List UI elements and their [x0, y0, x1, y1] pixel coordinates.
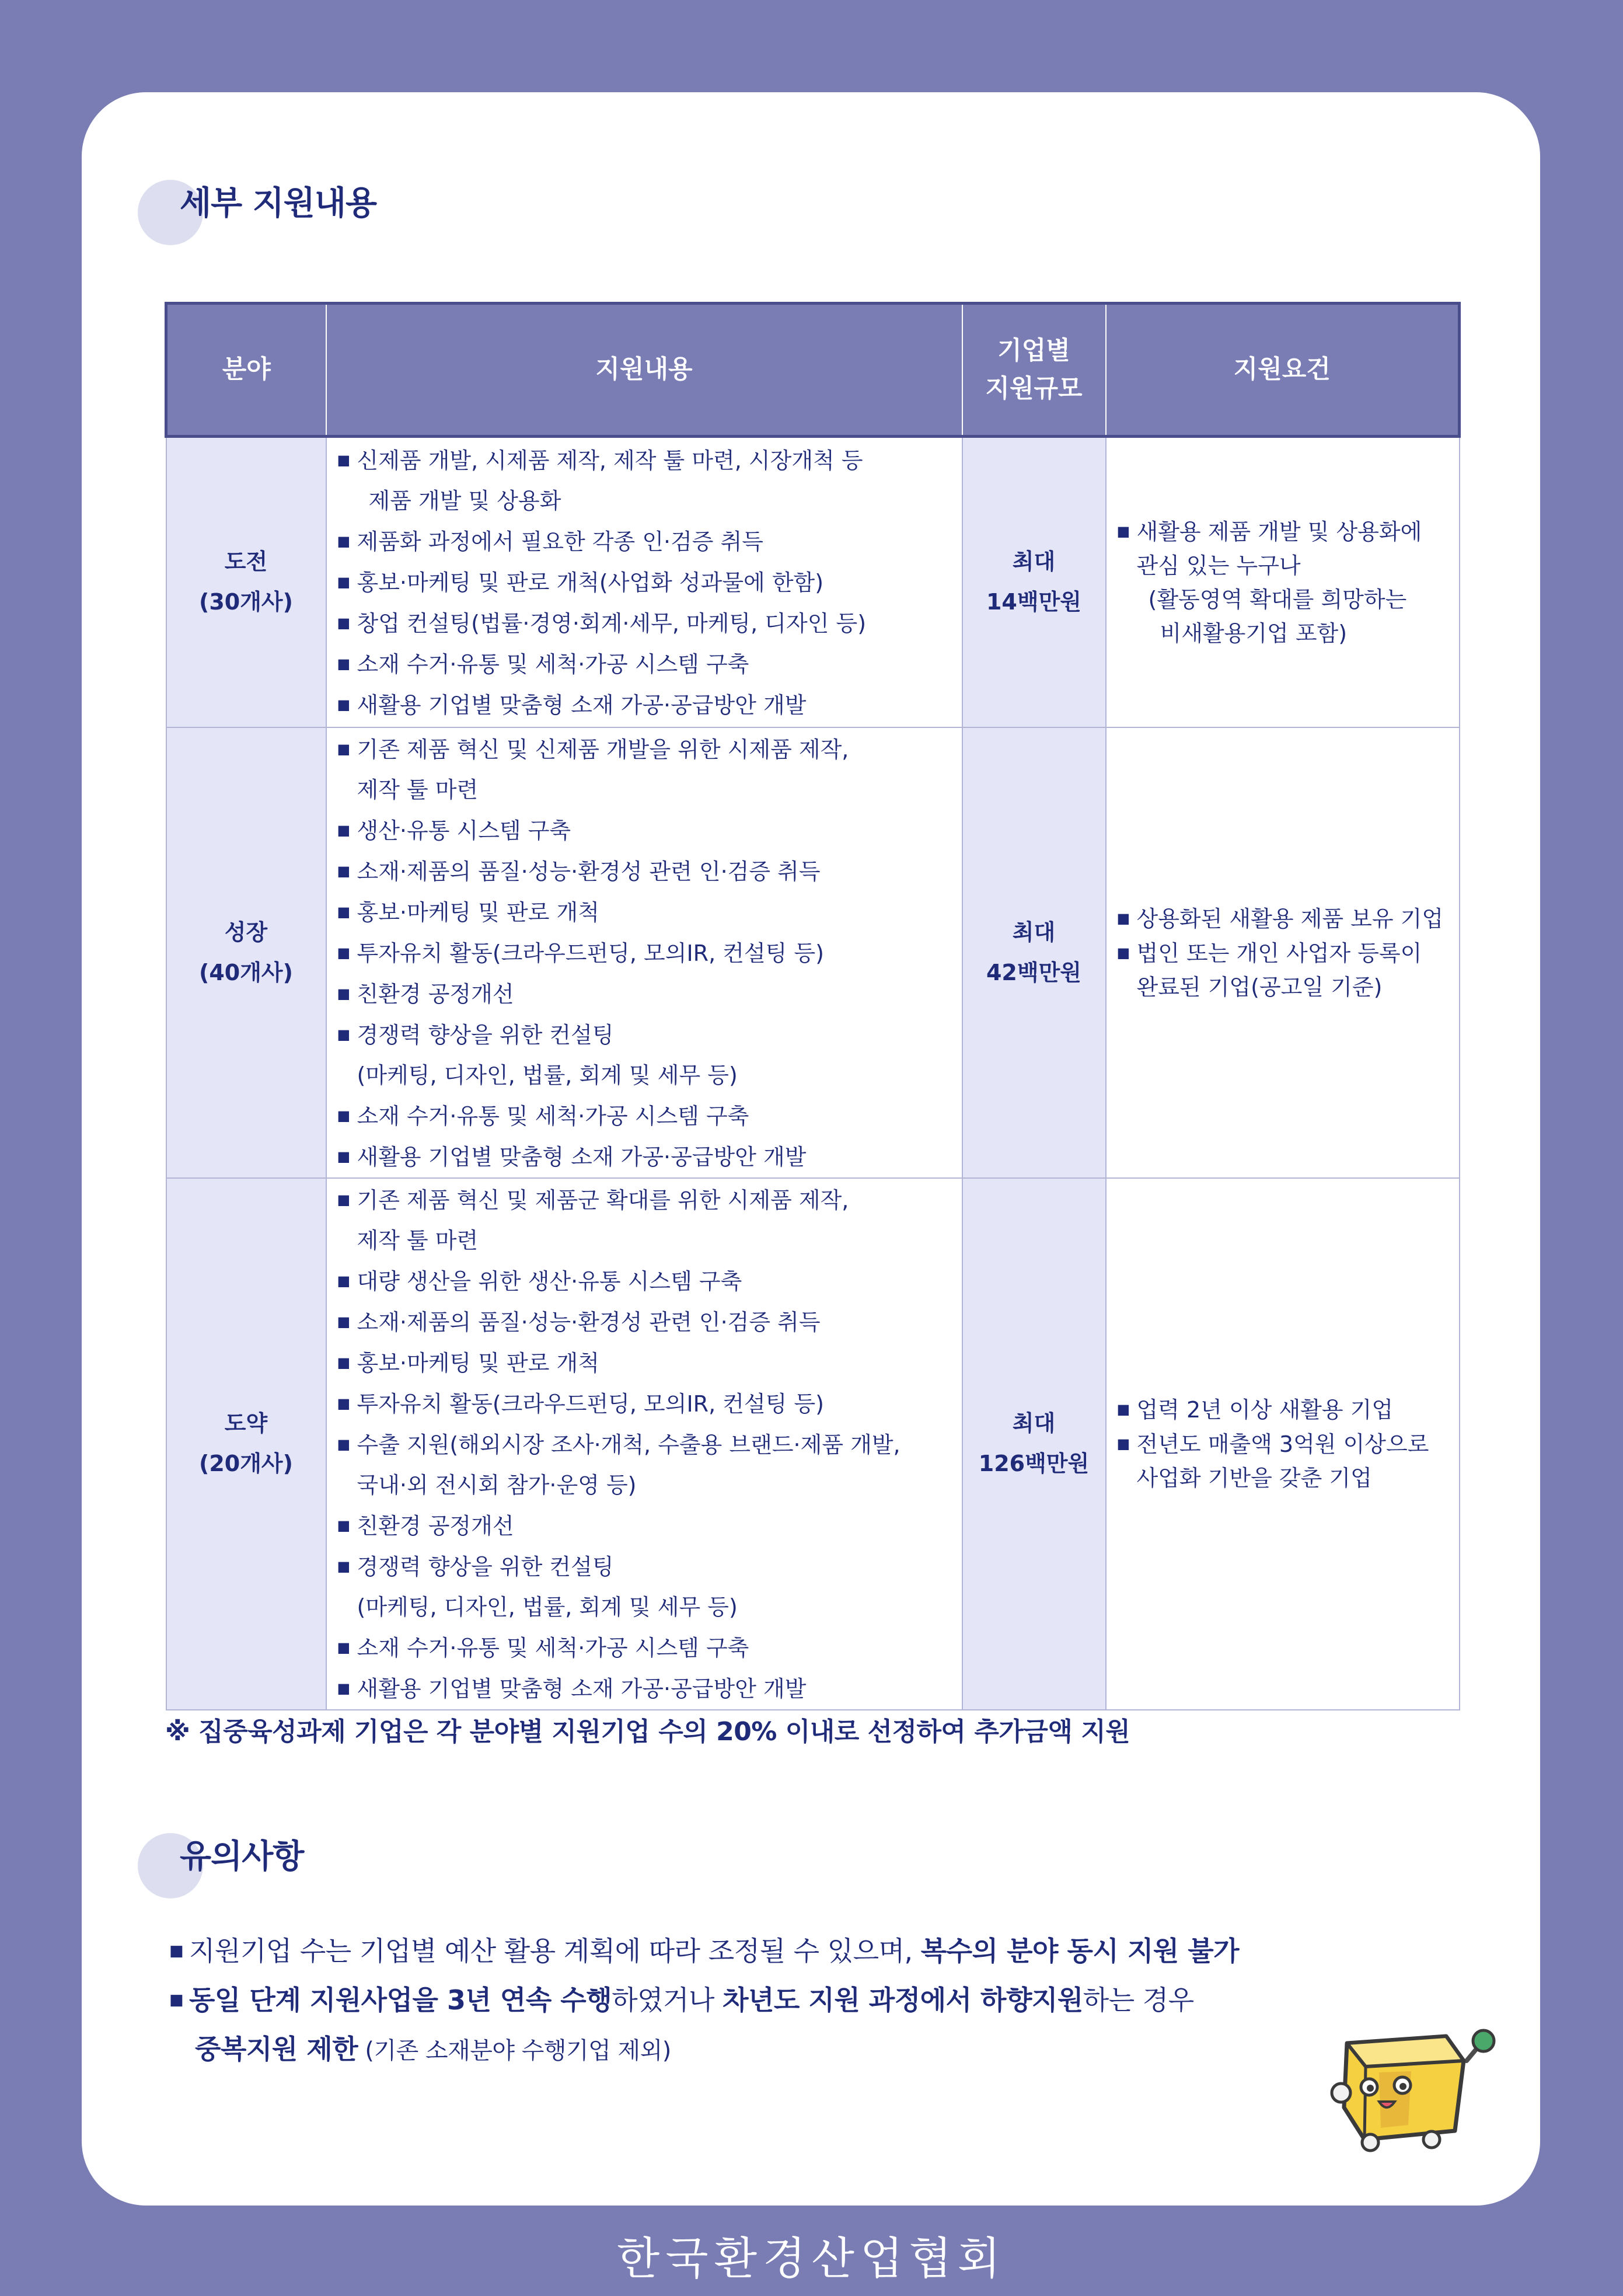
bullet-square-icon: ■ [337, 1517, 351, 1534]
requirement-text: 전년도 매출액 3억원 이상으로 [1136, 1431, 1429, 1457]
bullet-square-icon: ■ [337, 614, 351, 631]
recycle-box-mascot-icon [1324, 2020, 1499, 2154]
table-header-row [166, 304, 1460, 437]
content-continuation: (마케팅, 디자인, 법률, 회계 및 세무 등) [357, 1062, 738, 1088]
content-text: 경쟁력 향상을 위한 컨설팅 [357, 1022, 614, 1048]
table-row [166, 727, 1460, 1178]
content-cell [326, 437, 962, 727]
category-count: (20개사) [198, 1451, 294, 1476]
bullet-square-icon: ■ [1116, 522, 1130, 539]
content-bullet-item [337, 562, 962, 603]
category-name: 도전 [224, 549, 268, 575]
content-bullet-item [337, 1261, 962, 1302]
bullet-square-icon: ■ [337, 821, 351, 838]
bullet-square-icon: ■ [337, 1191, 351, 1208]
amount-cell [962, 1178, 1106, 1710]
bullet-square-icon: ■ [337, 696, 351, 713]
category-count: (40개사) [198, 959, 294, 985]
requirement-bullet-item [1117, 901, 1459, 936]
bullet-square-icon: ■ [1116, 1401, 1130, 1417]
content-text: 새활용 기업별 맞춤형 소재 가공·공급방안 개발 [357, 692, 807, 718]
content-bullet-item [337, 892, 962, 933]
content-bullet-item [337, 729, 962, 770]
content-bullet-item [337, 1384, 962, 1424]
content-bullet-item [337, 1302, 962, 1343]
amount-cell [962, 437, 1106, 727]
category-cell [166, 1178, 326, 1710]
table-footnote: ※ 집중육성과제 기업은 각 분야별 지원기업 수의 20% 이내로 선정하여 추가금액 지원 [165, 1717, 1130, 1747]
requirement-text: 상용화된 새활용 제품 보유 기업 [1136, 905, 1444, 932]
bullet-square-icon: ■ [337, 1026, 351, 1043]
notice-text: 지원기업 수는 기업별 예산 활용 계획에 따라 조정될 수 있으며, [189, 1935, 921, 1967]
content-bullet-item [337, 1343, 962, 1384]
content-text: 기존 제품 혁신 및 신제품 개발을 위한 시제품 제작, [357, 736, 849, 762]
content-continuation: 제작 툴 마련 [357, 776, 479, 803]
requirement-cell [1106, 437, 1460, 727]
content-cell [326, 1178, 962, 1710]
amount-label: 최대 [1012, 1410, 1056, 1436]
requirement-cell [1106, 727, 1460, 1178]
bullet-square-icon: ■ [337, 862, 351, 879]
content-text: 소재 수거·유통 및 세척·가공 시스템 구축 [357, 1635, 749, 1661]
content-continuation: 제작 툴 마련 [357, 1227, 479, 1253]
requirement-text: 업력 2년 이상 새활용 기업 [1136, 1397, 1394, 1423]
content-text: 홍보·마케팅 및 판로 개척 [357, 1350, 599, 1376]
content-bullet-item [337, 1668, 962, 1709]
content-text: 수출 지원(해외시장 조사·개척, 수출용 브랜드·제품 개발, [357, 1431, 900, 1458]
bullet-square-icon: ■ [337, 1436, 351, 1452]
content-text: 투자유치 활동(크라우드펀딩, 모의IR, 컨설팅 등) [357, 1391, 824, 1417]
header-amount-line2: 지원규모 [985, 374, 1083, 403]
requirement-continuation: 완료된 기업(공고일 기준) [1136, 974, 1383, 1000]
header-requirement: 지원요건 [1106, 304, 1460, 437]
content-bullet-item [337, 1015, 962, 1055]
category-count: (30개사) [198, 589, 294, 615]
table-row [166, 1178, 1460, 1710]
content-text: 친환경 공정개선 [357, 1513, 514, 1539]
amount-value: 126백만원 [978, 1451, 1090, 1476]
content-text: 소재·제품의 품질·성능·환경성 관련 인·검증 취득 [357, 858, 821, 884]
bullet-square-icon: ■ [337, 944, 351, 961]
requirement-continuation: 비새활용기업 포함) [1160, 620, 1348, 646]
bullet-square-icon: ■ [337, 655, 351, 672]
bullet-square-icon: ■ [337, 1272, 351, 1289]
notice-text: 하였거나 [612, 1984, 723, 2016]
requirement-continuation: 사업화 기반을 갖춘 기업 [1136, 1465, 1372, 1491]
requirement-bullet-item [1117, 936, 1459, 970]
notice-emphasis: 차년도 지원 과정에서 하향지원 [723, 1984, 1083, 2016]
header-amount [962, 304, 1106, 437]
content-bullet-item [337, 1506, 962, 1546]
requirement-cell [1106, 1178, 1460, 1710]
category-cell [166, 437, 326, 727]
content-text: 소재·제품의 품질·성능·환경성 관련 인·검증 취득 [357, 1309, 821, 1335]
amount-label: 최대 [1012, 919, 1056, 945]
bullet-square-icon: ■ [337, 985, 351, 1002]
content-bullet-item [337, 1180, 962, 1221]
notice-emphasis: 복수의 분야 동시 지원 불가 [920, 1935, 1240, 1967]
amount-value: 42백만원 [986, 959, 1081, 985]
bullet-square-icon: ■ [337, 1558, 351, 1574]
content-text: 투자유치 활동(크라우드펀딩, 모의IR, 컨설팅 등) [357, 940, 824, 966]
content-bullet-item [337, 933, 962, 974]
content-bullet-item [337, 851, 962, 892]
content-text: 소재 수거·유통 및 세척·가공 시스템 구축 [357, 1103, 749, 1129]
content-bullet-item [337, 974, 962, 1015]
notice-continuation [169, 2025, 1336, 2075]
notice-emphasis: 동일 단계 지원사업을 3년 연속 수행 [189, 1984, 612, 2016]
bullet-square-icon: ■ [337, 451, 351, 468]
content-bullet-item [337, 685, 962, 726]
bullet-square-icon: ■ [337, 740, 351, 757]
footer-association-name: 한국환경산업협회 [616, 2232, 1007, 2284]
requirement-continuation: 관심 있는 누구나 [1136, 552, 1301, 579]
section-title-details: 세부 지원내용 [180, 184, 377, 222]
content-bullet-item [337, 440, 962, 481]
notice-item [169, 1976, 1336, 2025]
content-text: 새활용 기업별 맞춤형 소재 가공·공급방안 개발 [357, 1144, 807, 1170]
header-category: 분야 [166, 304, 326, 437]
bullet-square-icon: ■ [1116, 944, 1130, 961]
amount-label: 최대 [1012, 549, 1056, 575]
content-text: 홍보·마케팅 및 판로 개척(사업화 성과물에 한함) [357, 569, 824, 595]
notice-list [169, 1926, 1336, 2075]
bullet-square-icon: ■ [337, 1313, 351, 1330]
content-bullet-item [337, 1546, 962, 1587]
content-bullet-item [337, 644, 962, 685]
notice-item [169, 1926, 1336, 1976]
notice-emphasis: 중복지원 제한 [195, 2033, 358, 2065]
requirement-bullet-item [1117, 1392, 1459, 1427]
support-table [165, 302, 1461, 1710]
bullet-square-icon: ■ [1116, 910, 1130, 926]
table-row [166, 437, 1460, 727]
notice-text: 하는 경우 [1083, 1984, 1194, 2016]
category-name: 성장 [224, 919, 268, 945]
requirement-continuation: (활동영역 확대를 희망하는 [1148, 586, 1407, 612]
bullet-square-icon: ■ [337, 1395, 351, 1412]
header-amount-line1: 기업별 [997, 336, 1070, 365]
content-continuation: 국내·외 전시회 참가·운영 등) [357, 1472, 637, 1498]
content-bullet-item [337, 1628, 962, 1668]
content-bullet-item [337, 521, 962, 562]
content-text: 창업 컨설팅(법률·경영·회계·세무, 마케팅, 디자인 등) [357, 610, 867, 636]
content-continuation: (마케팅, 디자인, 법률, 회계 및 세무 등) [357, 1594, 738, 1620]
content-text: 대량 생산을 위한 생산·유통 시스템 구축 [357, 1268, 742, 1294]
content-text: 새활용 기업별 맞춤형 소재 가공·공급방안 개발 [357, 1675, 807, 1702]
requirement-text: 새활용 제품 개발 및 상용화에 [1136, 518, 1422, 545]
content-text: 친환경 공정개선 [357, 981, 514, 1007]
requirement-bullet-item [1117, 514, 1459, 549]
bullet-square-icon: ■ [1116, 1436, 1130, 1452]
bullet-square-icon: ■ [337, 1354, 351, 1371]
content-text: 생산·유통 시스템 구축 [357, 817, 571, 844]
header-content: 지원내용 [326, 304, 962, 437]
bullet-square-icon: ■ [169, 1942, 184, 1960]
bullet-square-icon: ■ [337, 1148, 351, 1165]
content-text: 기존 제품 혁신 및 제품군 확대를 위한 시제품 제작, [357, 1187, 849, 1213]
content-bullet-item [337, 1137, 962, 1177]
content-continuation: 제품 개발 및 상용화 [368, 487, 561, 514]
bullet-square-icon: ■ [337, 1639, 351, 1656]
category-name: 도약 [224, 1410, 268, 1436]
table-body [166, 437, 1460, 1710]
content-bullet-item [337, 603, 962, 644]
bullet-square-icon: ■ [337, 1680, 351, 1696]
requirement-text: 법인 또는 개인 사업자 등록이 [1136, 940, 1422, 966]
content-text: 제품화 과정에서 필요한 각종 인·검증 취득 [357, 528, 764, 555]
content-text: 신제품 개발, 시제품 제작, 제작 툴 마련, 시장개척 등 [357, 447, 863, 473]
bullet-square-icon: ■ [337, 573, 351, 590]
bullet-square-icon: ■ [169, 1991, 184, 2009]
notice-text: (기존 소재분야 수행기업 제외) [358, 2037, 671, 2064]
section-title-notes: 유의사항 [180, 1838, 304, 1876]
bullet-square-icon: ■ [337, 532, 351, 549]
category-cell [166, 727, 326, 1178]
content-bullet-item [337, 1424, 962, 1465]
amount-cell [962, 727, 1106, 1178]
content-text: 경쟁력 향상을 위한 컨설팅 [357, 1553, 614, 1580]
content-cell [326, 727, 962, 1178]
content-text: 소재 수거·유통 및 세척·가공 시스템 구축 [357, 651, 749, 677]
bullet-square-icon: ■ [337, 903, 351, 920]
requirement-bullet-item [1117, 1427, 1459, 1461]
content-text: 홍보·마케팅 및 판로 개척 [357, 899, 599, 925]
content-bullet-item [337, 810, 962, 851]
content-bullet-item [337, 1096, 962, 1137]
bullet-square-icon: ■ [337, 1107, 351, 1124]
amount-value: 14백만원 [986, 589, 1081, 615]
